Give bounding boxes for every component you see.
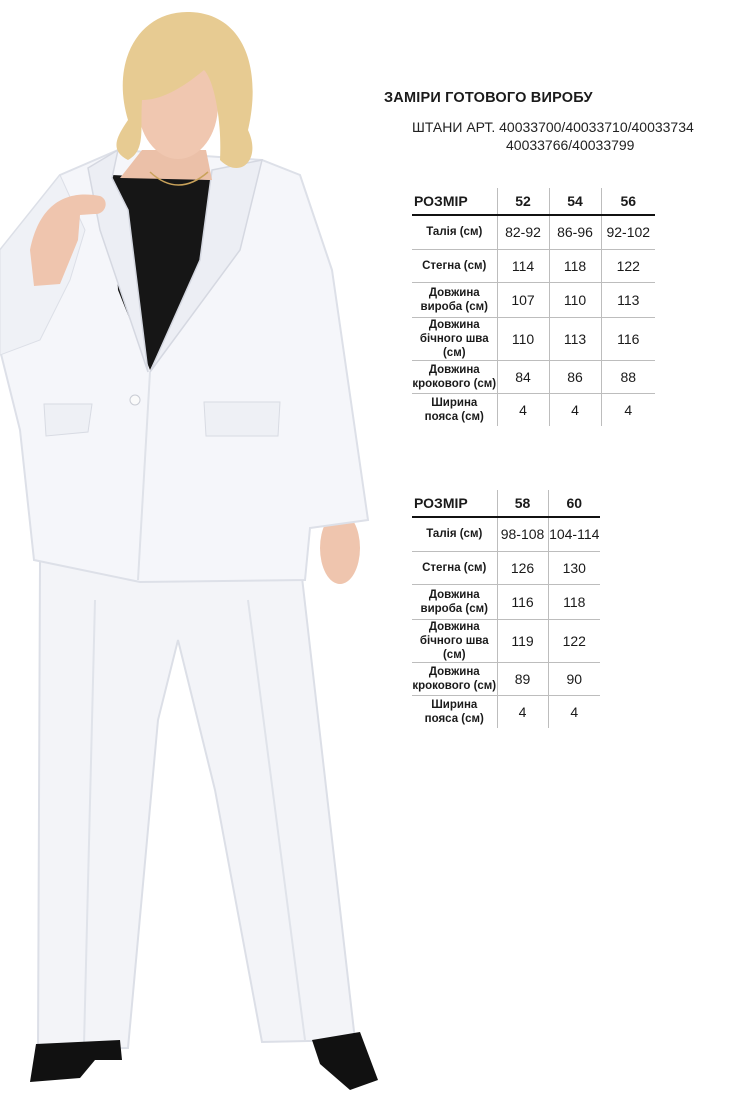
table-row (412, 282, 655, 317)
table-row (412, 619, 600, 662)
value-cell: 122 (548, 619, 600, 662)
size-header-cell: 60 (548, 490, 600, 517)
size-table-2 (412, 490, 600, 728)
article-line-1: ШТАНИ АРТ. 40033700/40033710/40033734 (412, 119, 694, 135)
size-header-cell: 52 (497, 188, 549, 215)
value-cell: 4 (497, 695, 548, 728)
size-header-cell: 56 (601, 188, 655, 215)
table-row (412, 360, 655, 393)
size-header-row (412, 188, 655, 215)
row-label: Стегна (см) (412, 249, 497, 282)
table-row (412, 584, 600, 619)
table-row (412, 662, 600, 695)
value-cell: 119 (497, 619, 548, 662)
value-cell: 114 (497, 249, 549, 282)
value-cell: 116 (497, 584, 548, 619)
value-cell: 82-92 (497, 215, 549, 249)
right-shoe (312, 1032, 378, 1090)
row-label: Довжина вироба (см) (412, 584, 497, 619)
value-cell: 4 (549, 393, 601, 426)
value-cell: 89 (497, 662, 548, 695)
row-label: Талія (см) (412, 517, 497, 551)
value-cell: 118 (548, 584, 600, 619)
value-cell: 113 (601, 282, 655, 317)
value-cell: 88 (601, 360, 655, 393)
value-cell: 4 (601, 393, 655, 426)
value-cell: 98-108 (497, 517, 548, 551)
row-label: Довжина крокового (см) (412, 662, 497, 695)
size-header-cell: 54 (549, 188, 601, 215)
jacket-button (130, 395, 140, 405)
table-row (412, 695, 600, 728)
table-row (412, 393, 655, 426)
row-label: Довжина бічного шва (см) (412, 317, 497, 360)
row-label: Ширина пояса (см) (424, 396, 484, 423)
table-row (412, 317, 655, 360)
size-table-1 (412, 188, 655, 426)
row-label: Довжина бічного шва (см) (412, 619, 497, 662)
row-label: Довжина крокового (см) (412, 360, 497, 393)
value-cell: 90 (548, 662, 600, 695)
table-row (412, 517, 600, 551)
value-cell: 4 (548, 695, 600, 728)
left-pocket (44, 404, 92, 436)
row-label: Талія (см) (412, 215, 497, 249)
size-header-row (412, 490, 600, 517)
table-row (412, 249, 655, 282)
table-row (412, 215, 655, 249)
table-row (412, 551, 600, 584)
value-cell: 84 (497, 360, 549, 393)
right-pocket (204, 402, 280, 436)
value-cell: 92-102 (601, 215, 655, 249)
size-header-cell: 58 (497, 490, 548, 517)
value-cell: 4 (497, 393, 549, 426)
row-label: Ширина пояса (см) (424, 698, 484, 725)
value-cell: 86-96 (549, 215, 601, 249)
value-cell: 122 (601, 249, 655, 282)
row-label: Стегна (см) (412, 551, 497, 584)
value-cell: 110 (549, 282, 601, 317)
value-cell: 110 (497, 317, 549, 360)
value-cell: 113 (549, 317, 601, 360)
row-label: Довжина вироба (см) (412, 282, 497, 317)
value-cell: 130 (548, 551, 600, 584)
size-header-label: РОЗМІР (412, 490, 497, 517)
value-cell: 104-114 (548, 517, 600, 551)
value-cell: 107 (497, 282, 549, 317)
left-shoe (30, 1040, 122, 1082)
value-cell: 118 (549, 249, 601, 282)
value-cell: 126 (497, 551, 548, 584)
value-cell: 86 (549, 360, 601, 393)
measurements-title: ЗАМІРИ ГОТОВОГО ВИРОБУ (384, 90, 593, 106)
article-line-2: 40033766/40033799 (506, 137, 635, 153)
value-cell: 116 (601, 317, 655, 360)
size-header-label: РОЗМІР (412, 188, 497, 215)
